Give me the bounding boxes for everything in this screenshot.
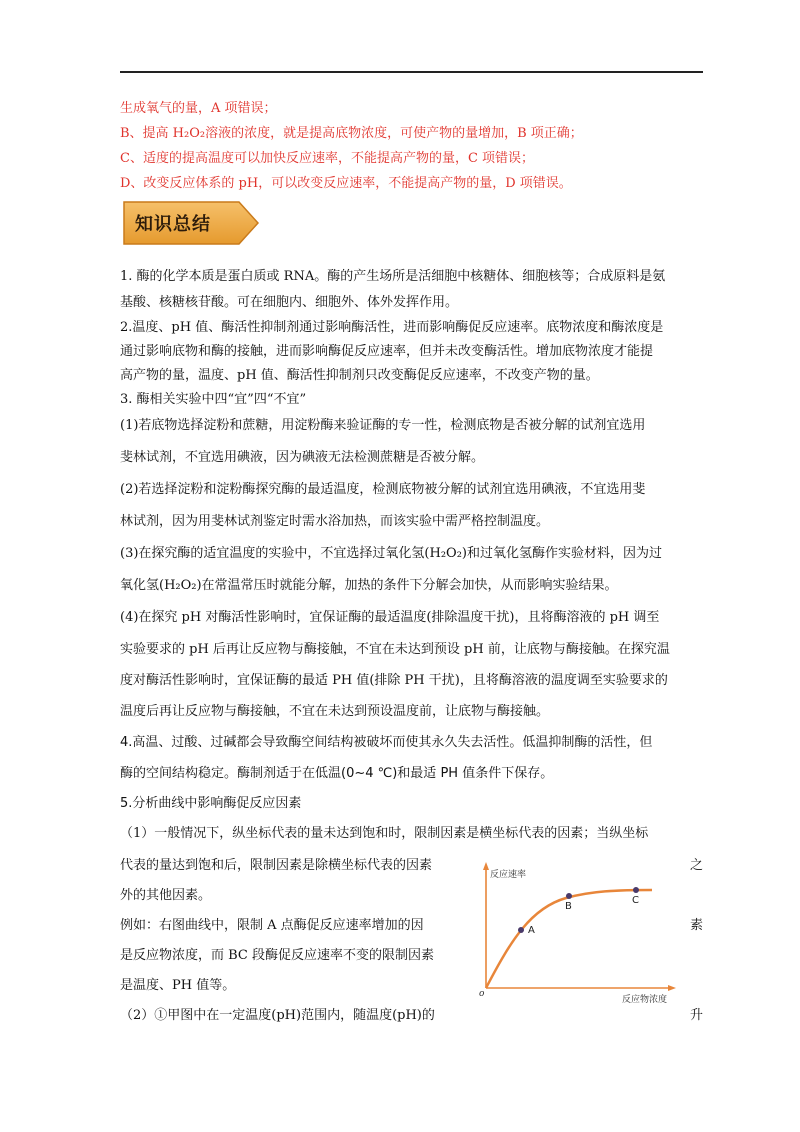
answer-line: C、适度的提高温度可以加快反应速率，不能提高产物的量，C 项错误； [120, 151, 535, 166]
line-end-fragment: 之 [690, 858, 704, 873]
line-end-fragment: 素 [690, 918, 704, 933]
body-line: (2)若选择淀粉和淀粉酶探究酶的最适温度，检测底物被分解的试剂宜选用碘液，不宜选用斐 [120, 482, 646, 497]
section-banner [123, 201, 259, 245]
body-line: 2.温度、pH 值、酶活性抑制剂通过影响酶活性，进而影响酶促反应速率。底物浓度和酶浓度是 [120, 320, 664, 335]
banner-title: 知识总结 [135, 214, 211, 235]
body-line: (1)若底物选择淀粉和蔗糖，用淀粉酶来验证酶的专一性，检测底物是否被分解的试剂宜选用 [120, 418, 646, 433]
chart-point-c [633, 887, 639, 893]
body-line: 是温度、PH 值等。 [120, 978, 236, 993]
body-line: 代表的量达到饱和后，限制因素是除横坐标代表的因素 [120, 858, 433, 873]
header-rule [120, 71, 703, 73]
x-axis-label: 反应物浓度 [622, 995, 668, 1005]
chart-point-a [518, 927, 524, 933]
answer-line: B、提高 H₂O₂溶液的浓度，就是提高底物浓度，可使产物的量增加，B 项正确； [120, 126, 583, 141]
body-line: 度对酶活性影响时，宜保证酶的最适 PH 值(排除 PH 干扰)，且将酶溶液的温度调至实验要求的 [120, 673, 668, 688]
body-line: 通过影响底物和酶的接触，进而影响酶促反应速率，但并未改变酶活性。增加底物浓度才能提 [120, 344, 654, 359]
x-axis-arrow [668, 985, 676, 991]
chart-point-b-label: B [565, 901, 572, 912]
body-line: 3. 酶相关实验中四“宜”四“不宜” [120, 392, 307, 407]
body-line: 温度后再让反应物与酶接触，不宜在未达到预设温度前，让底物与酶接触。 [120, 704, 550, 719]
y-axis-arrow [483, 862, 489, 870]
body-line: (4)在探究 pH 对酶活性影响时，宜保证酶的最适温度(排除温度干扰)，且将酶溶液的 pH 调至 [120, 610, 660, 625]
body-line: （2）①甲图中在一定温度(pH)范围内，随温度(pH)的 [120, 1008, 435, 1023]
origin-label: o [479, 989, 485, 999]
line-end-fragment: 升 [690, 1008, 704, 1023]
body-line: (3)在探究酶的适宜温度的实验中，不宜选择过氧化氢(H₂O₂)和过氧化氢酶作实验材料，因为过 [120, 546, 662, 561]
body-line: 是反应物浓度，而 BC 段酶促反应速率不变的限制因素 [120, 948, 435, 963]
chart-point-b [566, 893, 572, 899]
body-line: 斐林试剂，不宜选用碘液，因为碘液无法检测蔗糖是否被分解。 [120, 450, 485, 465]
body-line: 实验要求的 pH 后再让反应物与酶接触，不宜在未达到预设 pH 前，让底物与酶接触。在探究温 [120, 642, 670, 657]
body-line: （1）一般情况下，纵坐标代表的量未达到饱和时，限制因素是横坐标代表的因素；当纵坐标 [120, 826, 649, 841]
chart-point-a-label: A [528, 925, 535, 936]
body-line: 例如：右图曲线中，限制 A 点酶促反应速率增加的因 [120, 918, 424, 933]
body-line: 高产物的量，温度、pH 值、酶活性抑制剂只改变酶促反应速率，不改变产物的量。 [120, 368, 599, 383]
y-axis-label: 反应速率 [490, 870, 527, 880]
body-line: 氧化氢(H₂O₂)在常温常压时就能分解，加热的条件下分解会加快，从而影响实验结果。 [120, 578, 618, 593]
rate-curve-chart [476, 860, 676, 1010]
body-line: 基酸、核糖核苷酸。可在细胞内、细胞外、体外发挥作用。 [120, 295, 459, 310]
answer-line: D、改变反应体系的 pH，可以改变反应速率，不能提高产物的量，D 项错误。 [120, 176, 572, 191]
body-line: 酶的空间结构稳定。酶制剂适于在低温(0~4 ℃)和最适 PH 值条件下保存。 [120, 766, 554, 781]
body-line: 4.高温、过酸、过碱都会导致酶空间结构被破坏而使其永久失去活性。低温抑制酶的活性，但 [120, 735, 653, 750]
body-line: 5.分析曲线中影响酶促反应因素 [120, 796, 302, 811]
chart-point-c-label: C [632, 895, 639, 906]
body-line: 林试剂，因为用斐林试剂鉴定时需水浴加热，而该实验中需严格控制温度。 [120, 514, 550, 529]
answer-line: 生成氧气的量，A 项错误； [120, 101, 277, 116]
body-line: 外的其他因素。 [120, 888, 212, 903]
body-line: 1. 酶的化学本质是蛋白质或 RNA。酶的产生场所是活细胞中核糖体、细胞核等；合成原料是氨 [120, 269, 666, 284]
